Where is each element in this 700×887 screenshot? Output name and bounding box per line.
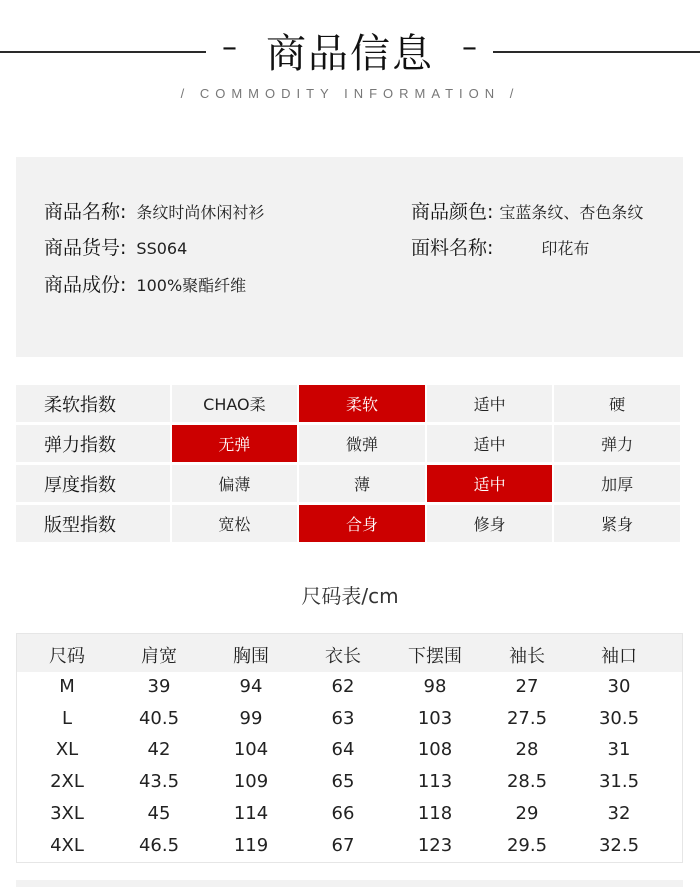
size-chart-cell: 104: [233, 739, 269, 760]
size-chart-cell: 45: [147, 803, 171, 824]
size-chart-table: [16, 633, 683, 863]
size-chart-header-cell: 袖长: [509, 646, 545, 667]
index-option: 硬: [554, 385, 680, 422]
size-chart-cell: 43.5: [138, 771, 180, 792]
size-chart-cell: 28: [515, 739, 539, 760]
index-option: 宽松: [172, 505, 298, 542]
info-row-name: [44, 197, 264, 224]
size-chart-cell: 30: [607, 676, 631, 697]
index-row: [16, 465, 680, 502]
size-chart-cell: 29: [515, 803, 539, 824]
header-dash-left: –: [222, 30, 237, 65]
index-option: 适中: [427, 385, 553, 422]
index-row-label: 柔软指数: [16, 385, 170, 422]
size-chart-header-cell: 袖口: [601, 646, 637, 667]
info-composition-value: 100%聚酯纤维: [136, 276, 247, 295]
size-chart-cell: 118: [417, 803, 453, 824]
size-chart-cell: 109: [233, 771, 269, 792]
size-chart-cell: 3XL: [50, 803, 84, 824]
size-chart-cell: 46.5: [138, 835, 180, 856]
size-chart-cell: 113: [417, 771, 453, 792]
size-chart-cell: 67: [331, 835, 355, 856]
size-chart-cell: 31.5: [598, 771, 640, 792]
page-subtitle: / COMMODITY INFORMATION /: [180, 86, 520, 101]
index-option: 弹力: [554, 425, 680, 462]
fabric-index-table: [16, 385, 680, 545]
index-option: 紧身: [554, 505, 680, 542]
size-chart-cell: 98: [423, 676, 447, 697]
index-row: [16, 425, 680, 462]
index-option: 修身: [427, 505, 553, 542]
size-chart-header-cell: 衣长: [325, 646, 361, 667]
info-color-value: 宝蓝条纹、杏色条纹: [499, 203, 644, 222]
size-chart-cell: 32: [607, 803, 631, 824]
size-chart-header-cell: 胸围: [233, 646, 269, 667]
index-option: 薄: [299, 465, 425, 502]
size-chart-cell: XL: [55, 739, 79, 760]
size-chart-cell: 40.5: [138, 708, 180, 729]
size-chart-cell: 32.5: [598, 835, 640, 856]
info-color-label: 商品颜色:: [411, 201, 494, 223]
index-row-label: 厚度指数: [16, 465, 170, 502]
size-chart-title: 尺码表/cm: [301, 584, 399, 608]
info-row-composition: [44, 270, 246, 297]
info-sku-label: 商品货号:: [44, 237, 127, 259]
size-chart-cell: 114: [233, 803, 269, 824]
size-chart-cell: 27: [515, 676, 539, 697]
index-option: CHAO柔: [172, 385, 298, 422]
index-row-label: 弹力指数: [16, 425, 170, 462]
size-chart-header-cell: 尺码: [49, 646, 85, 667]
bottom-divider: [16, 880, 683, 887]
index-option: 偏薄: [172, 465, 298, 502]
info-row-color: [411, 197, 643, 224]
page-title: 商品信息: [266, 31, 434, 77]
index-option-selected: 适中: [427, 465, 553, 502]
info-name-value: 条纹时尚休闲衬衫: [136, 203, 265, 222]
info-row-sku: [44, 233, 187, 260]
size-chart-cell: 66: [331, 803, 355, 824]
size-chart-cell: 28.5: [506, 771, 548, 792]
size-chart-cell: 2XL: [50, 771, 84, 792]
info-composition-label: 商品成份:: [44, 274, 127, 296]
size-chart-cell: L: [61, 708, 73, 729]
index-row: [16, 385, 680, 422]
index-option: 微弹: [299, 425, 425, 462]
size-chart-cell: 30.5: [598, 708, 640, 729]
size-chart-cell: 64: [331, 739, 355, 760]
size-chart-header-cell: 肩宽: [141, 646, 177, 667]
size-chart-cell: M: [59, 676, 75, 697]
size-chart-cell: 29.5: [506, 835, 548, 856]
size-chart-cell: 62: [331, 676, 355, 697]
size-chart-cell: 119: [233, 835, 269, 856]
size-chart-cell: 63: [331, 708, 355, 729]
size-chart-cell: 42: [147, 739, 171, 760]
index-option-selected: 合身: [299, 505, 425, 542]
size-chart-cell: 94: [239, 676, 263, 697]
header-dash-right: –: [462, 30, 477, 65]
size-chart-cell: 39: [147, 676, 171, 697]
index-option-selected: 柔软: [299, 385, 425, 422]
index-option-selected: 无弹: [172, 425, 298, 462]
size-chart-header-cell: 下摆围: [408, 646, 462, 667]
size-chart-cell: 103: [417, 708, 453, 729]
index-option: 加厚: [554, 465, 680, 502]
size-chart-cell: 4XL: [50, 835, 84, 856]
info-row-fabric: [411, 233, 589, 260]
size-chart-cell: 99: [239, 708, 263, 729]
size-chart-cell: 27.5: [506, 708, 548, 729]
info-name-label: 商品名称:: [44, 201, 127, 223]
size-chart-cell: 123: [417, 835, 453, 856]
product-info-panel: [16, 157, 683, 357]
index-option: 适中: [427, 425, 553, 462]
index-row-label: 版型指数: [16, 505, 170, 542]
info-fabric-label: 面料名称:: [411, 237, 494, 259]
info-fabric-value: 印花布: [541, 239, 590, 258]
index-row: [16, 505, 680, 542]
size-chart-cell: 65: [331, 771, 355, 792]
info-sku-value: SS064: [136, 239, 188, 258]
size-chart-cell: 108: [417, 739, 453, 760]
size-chart-cell: 31: [607, 739, 631, 760]
